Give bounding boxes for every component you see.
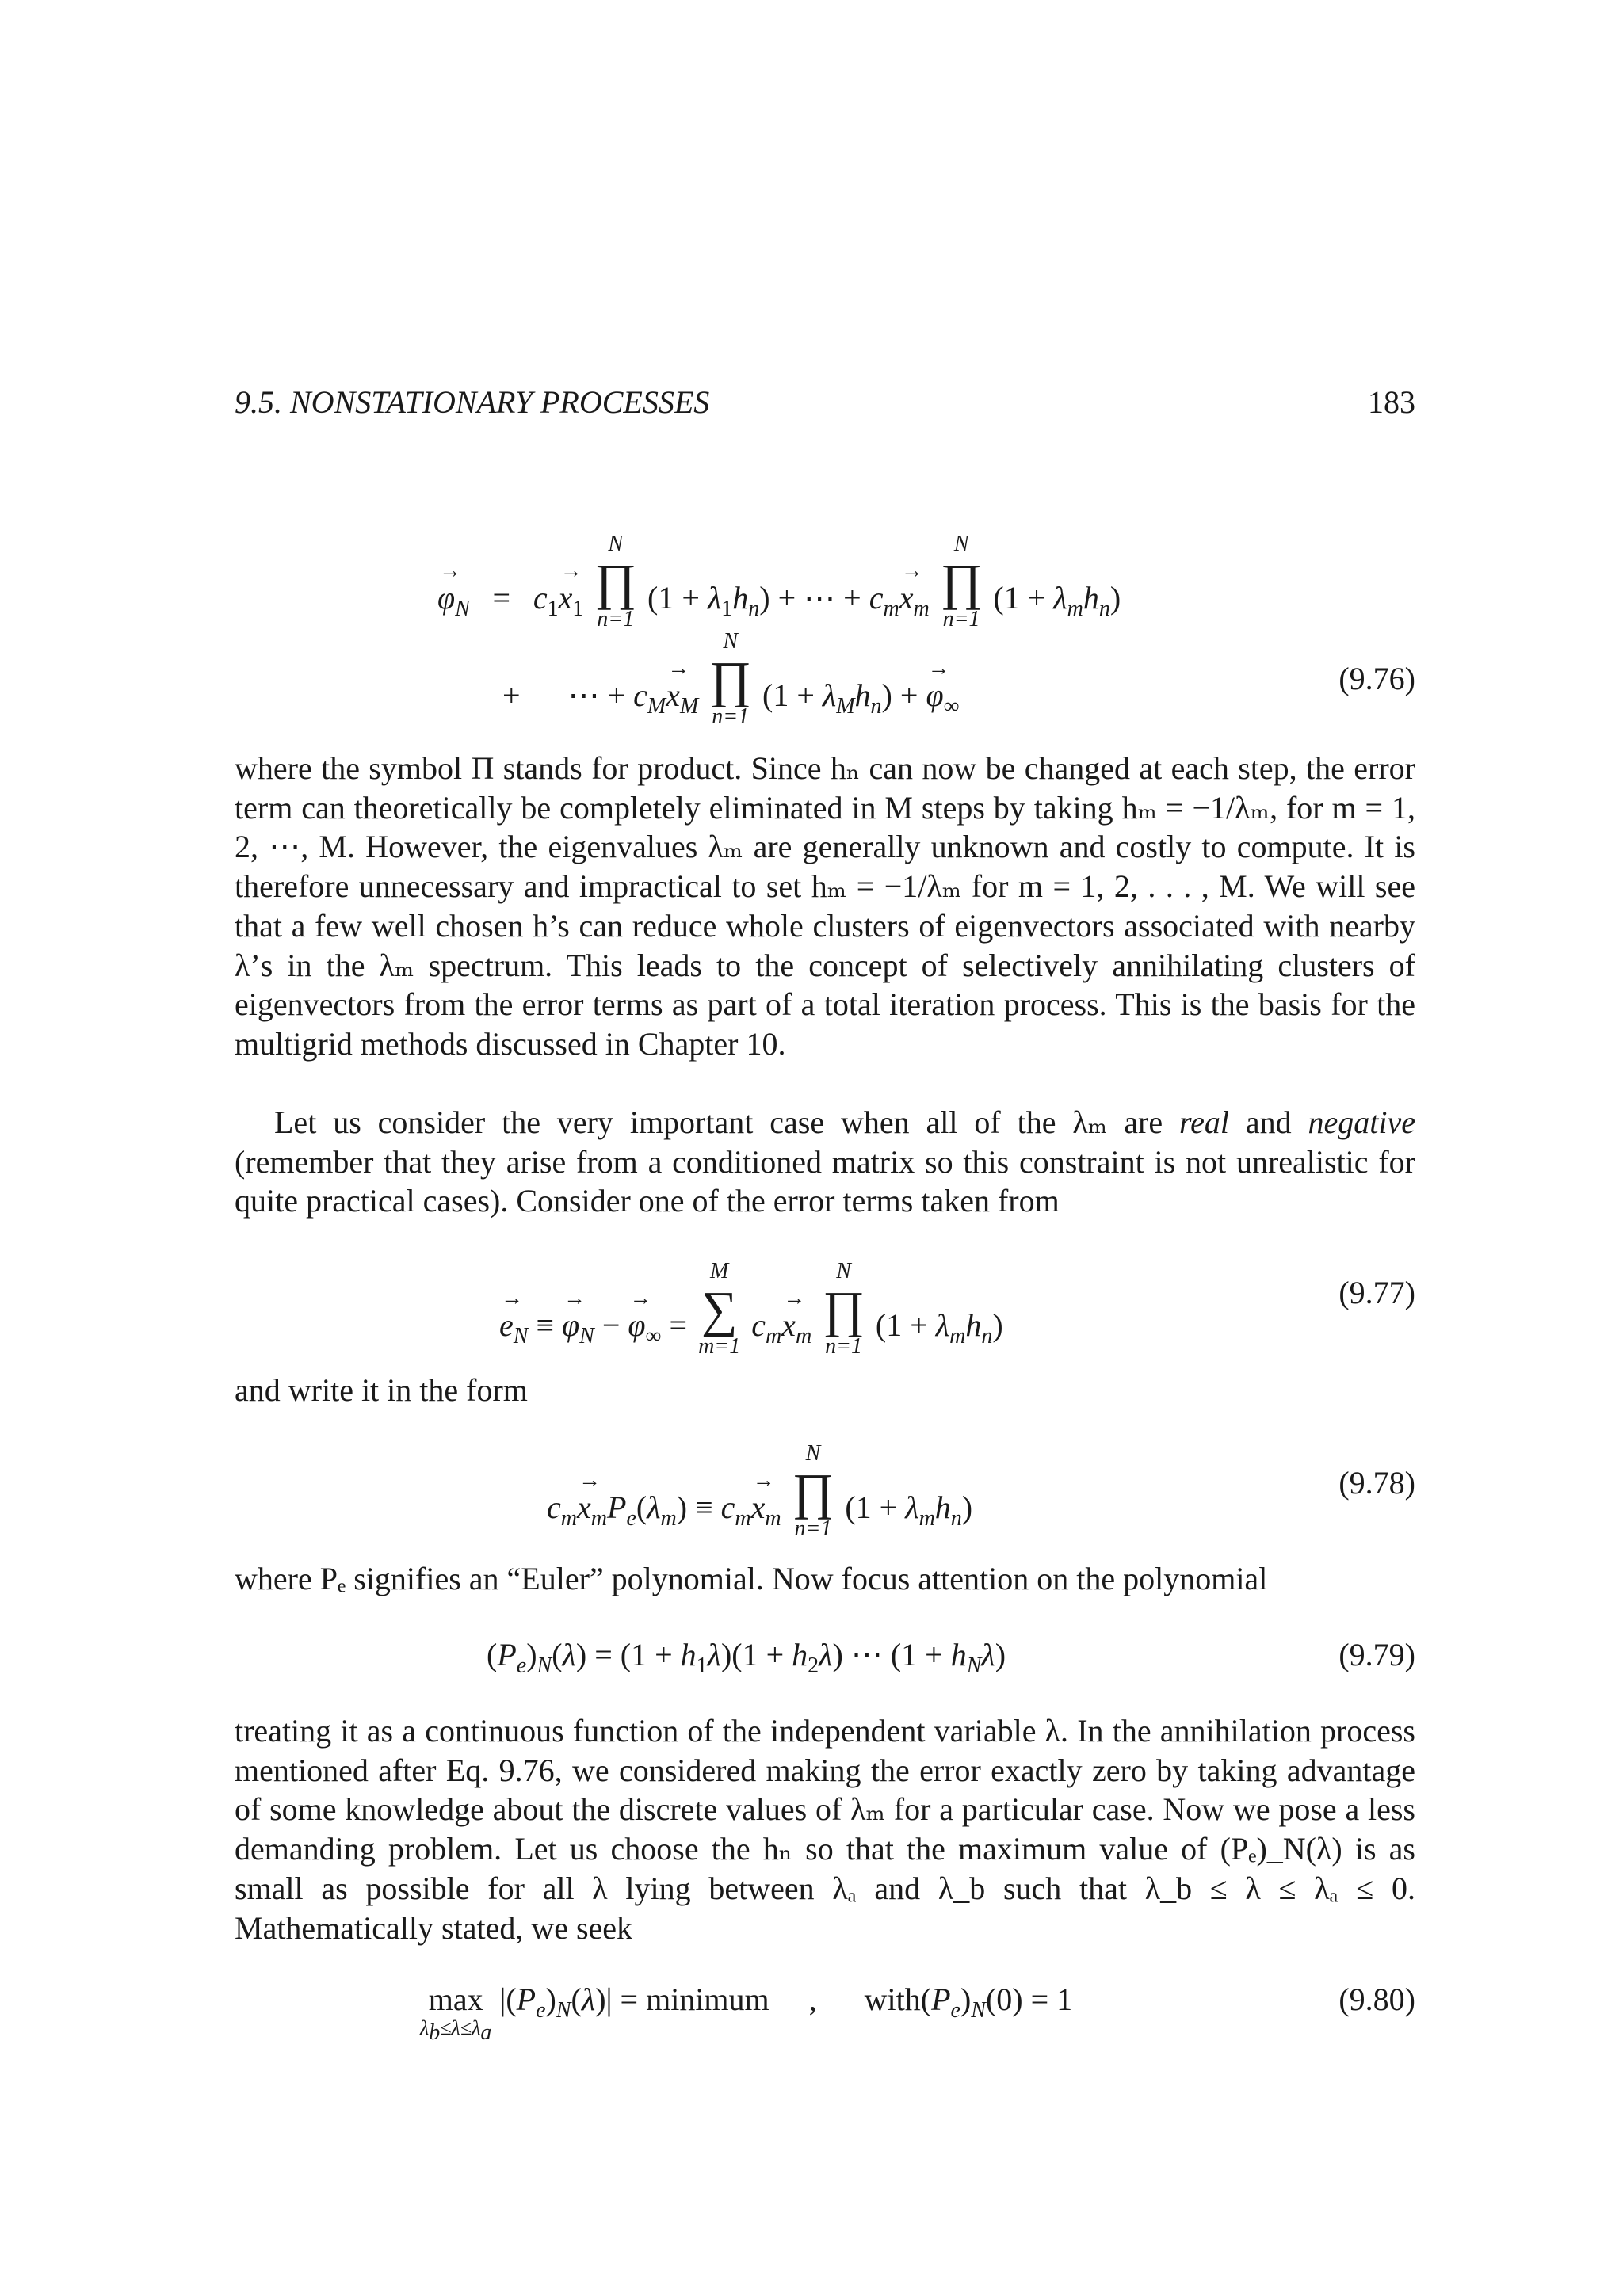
product-symbol: N ∏ n=1 <box>594 532 637 631</box>
sum-symbol: M ∑ m=1 <box>698 1259 741 1359</box>
product-symbol: N ∏ n=1 <box>792 1441 834 1541</box>
equation-number: (9.77) <box>1338 1275 1415 1310</box>
equation-9-78: $c_m\to x_mP_e(\lambda_m) \equiv c_m\to x_m$ N ∏ n=1 $(1 + \lambda_mh_n)$ <box>547 1442 972 1542</box>
equation-number: (9.76) <box>1338 661 1415 696</box>
product-symbol: N ∏ n=1 <box>823 1259 865 1359</box>
paragraph: where Pₑ signifies an “Euler” polynomial. Now focus attention on the polynomial <box>235 1561 1268 1596</box>
equation-9-77: → $e_N$ ≡ → $\varphi_N$ − → $\varphi_\infty$ = M ∑ m=1 $c_m\to x_m$ N ∏ n=1 $(1 + \lambda_mh_n)$ <box>499 1260 1003 1360</box>
equation-number: (9.79) <box>1338 1637 1415 1672</box>
page-number: 183 <box>1368 384 1415 420</box>
equation-9-79: $(P_e)_N(\lambda) = (1 + h_1\lambda)(1 + h_2\lambda)$ ⋯ $(1 + h_N\lambda)$ <box>487 1637 1006 1678</box>
product-symbol: N ∏ n=1 <box>709 629 751 729</box>
paragraph: Let us consider the very important case when all of the λₘ are real and negative (remember that they arise from a conditioned matrix so this constraint is not unrealistic for quite practical cases). Consider one of the error terms taken from <box>235 1104 1415 1219</box>
running-header: 9.5. NONSTATIONARY PROCESSES <box>235 384 710 420</box>
equation-9-76-line-2: + ⋯ + $c_M\to x_M$ N ∏ n=1 $(1 + \lambda_Mh_n)$ + → $\varphi_\infty$ <box>502 630 960 730</box>
equation-number: (9.80) <box>1338 1981 1415 2017</box>
product-symbol: N ∏ n=1 <box>940 532 983 631</box>
equation-9-76-line-1: → $\varphi_N = c_1\to x_1$ N ∏ n=1 $(1 + \lambda_1h_n)$ + ⋯ + $c_m\to x_m$ N ∏ n=1 $(1 + \lambda_mh_n)$ <box>437 532 1121 632</box>
paragraph: and write it in the form <box>235 1372 528 1408</box>
equation-number: (9.78) <box>1338 1465 1415 1501</box>
equation-9-80: max $\lambda_b\le\lambda\le\lambda_a$ $|(P_e)_N(\lambda)|$ = minimum , $with(P_e)_N(0) = 1$ <box>420 1981 1073 2046</box>
paragraph: where the symbol Π stands for product. Since hₙ can now be changed at each step, the error term can theoretically be completely eliminated in M steps by taking hₘ = −1/λₘ, for m = 1, 2, ⋯, M. However, the eigenvalues λₘ are generally unknown and costly to compute. It is therefore unnecessary and impractical to set hₘ = −1/λₘ for m = 1, 2, . . . , M. We will see that a few well chosen h’s can reduce whole clusters of eigenvectors associated with nearby λ’s in the λₘ spectrum. This leads to the concept of selectively annihilating clusters of eigenvectors from the error terms as part of a total iteration process. This is the basis for the multigrid methods discussed in Chapter 10. <box>235 750 1415 1062</box>
paragraph: treating it as a continuous function of the independent variable λ. In the annihilation process mentioned after Eq. 9.76, we considered making the error exactly zero by taking advantage of some knowledge about the discrete values of λₘ for a particular case. Now we pose a less demanding problem. Let us choose the hₙ so that the maximum value of (Pₑ)_N(λ) is as small as possible for all λ lying between λₐ and λ_b such that λ_b ≤ λ ≤ λₐ ≤ 0. Mathematically stated, we seek <box>235 1713 1415 1946</box>
